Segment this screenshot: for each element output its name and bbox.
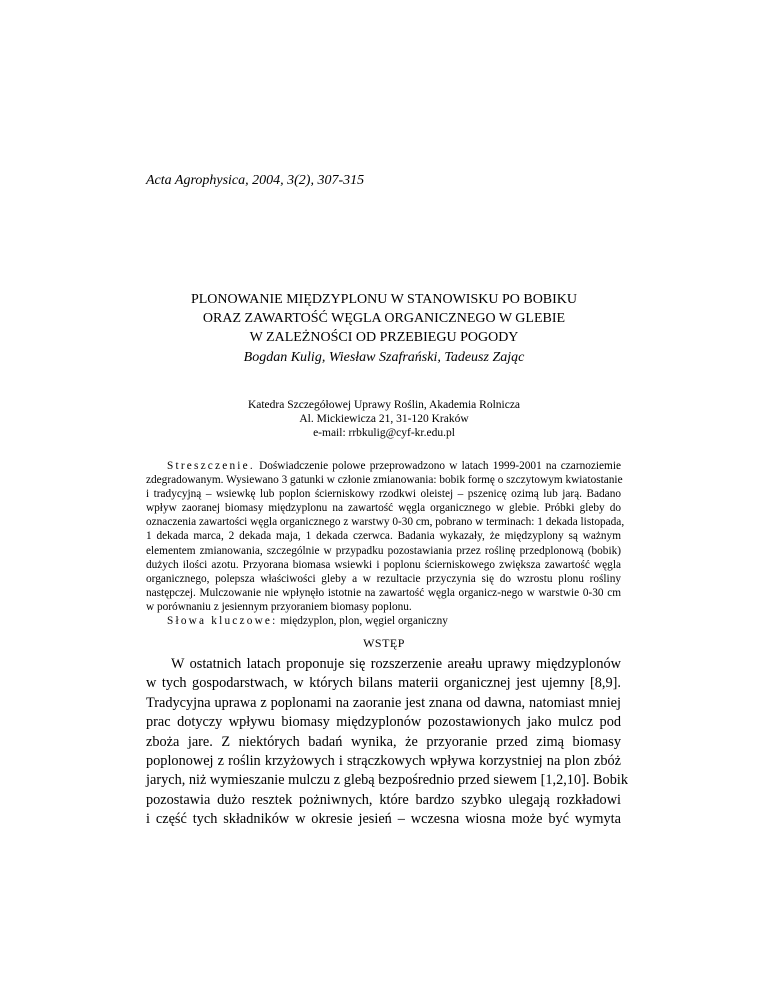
title-line: ORAZ ZAWARTOŚĆ WĘGLA ORGANICZNEGO W GLEBIE <box>202 311 566 326</box>
keywords-text: międzyplon, plon, węgiel organiczny <box>277 615 448 628</box>
abstract-text: Doświadczenie polowe przeprowadzono w latach 1999-2001 na czarnoziemie <box>254 460 621 472</box>
abstract-line: 1 dekada marca, 2 dekada maja, 1 dekada czerwca. Badania wykazały, że międzyplony są ważnym <box>146 530 621 543</box>
body-line: pozostawia dużo resztek pożniwnych, które bardzo szybko ulegają rozkładowi <box>146 791 621 808</box>
abstract-line: zdegradowanym. Wysiewano 3 gatunki w członie zmianowania: bobik formę o szczytowym kwiatostanie <box>146 474 623 487</box>
title-line: PLONOWANIE MIĘDZYPLONU W STANOWISKU PO BOBIKU <box>190 292 578 307</box>
section-heading: WSTĘP <box>363 636 405 650</box>
authors: Bogdan Kulig, Wiesław Szafrański, Tadeusz Zając <box>243 350 525 365</box>
abstract-label: Streszczenie. <box>167 460 255 472</box>
affiliation-address: Al. Mickiewicza 21, 31-120 Kraków <box>299 413 469 425</box>
body-line: w tych gospodarstwach, w których bilans materii organicznej jest ujemny [8,9]. <box>146 675 621 692</box>
abstract-line: wpływ zaoranej biomasy międzyplonu na zawartość węgla organicznego w glebie. Próbki gleby do <box>146 502 621 515</box>
body-line: W ostatnich latach proponuje się rozszerzenie areału uprawy międzyplonów <box>171 656 621 672</box>
affiliation-email: e-mail: rrbkulig@cyf-kr.edu.pl <box>313 427 455 439</box>
abstract-line: w porównaniu z jesiennym przyoraniem biomasy poplonu. <box>146 600 412 613</box>
affiliation-department: Katedra Szczegółowej Uprawy Roślin, Akademia Rolnicza <box>247 399 521 411</box>
abstract <box>146 459 625 628</box>
title-line: W ZALEŻNOŚCI OD PRZEBIEGU POGODY <box>249 330 519 345</box>
keywords-line <box>146 614 621 628</box>
abstract-line: organicznego, polepsza właściwości gleby a w rezultacie przyczynia się do wzrostu plonu rośliny <box>146 572 621 585</box>
body-line: prac dotyczy wpływu biomasy międzyplonów pozostawionych jako mulcz pod <box>146 714 621 731</box>
keywords-label: Słowa kluczowe: <box>167 615 278 628</box>
abstract-line: następczej. Mulczowanie nie wpłynęło istotnie na zawartość węgla organicz-nego w warstwie 0-30 cm <box>146 586 621 599</box>
abstract-line: i tradycyjną – wsiewkę lub poplon ścierniskowy rzodkwi oleistej – pszenicę ozimą lub jarą. Badano <box>146 488 621 501</box>
body-line: zboża jare. Z niektórych badań wynika, że przyoranie przed zimą biomasy <box>146 733 621 750</box>
article-title <box>0 290 768 347</box>
abstract-line <box>146 459 621 473</box>
abstract-line: elementem zmianowania, szczególnie w przypadku pozostawiania przez roślinę przedplonową (bobik) <box>146 544 621 557</box>
body-line: jarych, niż wymieszanie mulczu z glebą bezpośrednio przed siewem [1,2,10]. Bobik <box>146 772 628 789</box>
body-line: poplonowej z roślin krzyżowych i strączkowych wpływa korzystniej na plon zbóż <box>146 753 621 770</box>
journal-citation: Acta Agrophysica, 2004, 3(2), 307-315 <box>146 173 365 188</box>
body-line: i część tych składników w okresie jesień – wczesna wiosna może być wymyta <box>146 811 621 828</box>
body-line: Tradycyjna uprawa z poplonami na zaoranie jest znana od dawna, natomiast mniej <box>146 694 621 711</box>
abstract-line: oznaczenia zawartości węgla organicznego z warstwy 0-30 cm, pobrano w terminach: 1 dekada listopada, <box>146 516 625 529</box>
abstract-line: dużych ilości azotu. Przyorana biomasa wsiewki i poplonu ścierniskowego zwiększa zawartość węgla <box>146 558 621 571</box>
body-text <box>146 655 628 830</box>
affiliation <box>0 398 768 440</box>
